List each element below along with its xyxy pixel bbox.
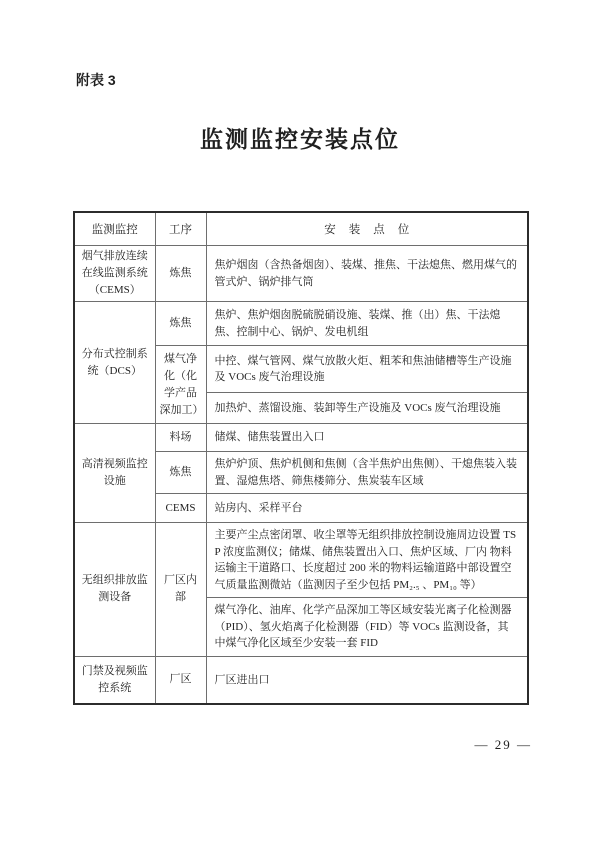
location-cell: 煤气净化、油库、化学产品深加工等区域安装光离子化检测器（PID）、氢火焰离子化检测器（FID）等 VOCs 监测设备，其中煤气净化区域至少安装一套 FID <box>206 598 528 657</box>
location-cell: 焦炉烟囱（含热备烟囱）、装煤、推焦、干法熄焦、燃用煤气的管式炉、锅炉排气筒 <box>206 246 528 302</box>
location-cell: 焦炉、焦炉烟囱脱硫脱硝设施、装煤、推（出）焦、干法熄焦、控制中心、锅炉、发电机组 <box>206 302 528 346</box>
system-cell: 无组织排放监测设备 <box>74 523 155 657</box>
col-header-location: 安装点位 <box>206 212 528 246</box>
document-title: 监测监控安装点位 <box>200 127 400 152</box>
process-cell: 炼焦 <box>155 452 206 494</box>
location-cell: 中控、煤气管网、煤气放散火炬、粗苯和焦油储槽等生产设施及 VOCs 废气治理设施 <box>206 346 528 393</box>
table-row <box>74 656 528 704</box>
location-cell: 站房内、采样平台 <box>206 494 528 523</box>
process-cell: 厂区内部 <box>155 523 206 657</box>
monitoring-points-table <box>73 211 529 705</box>
process-cell: 厂区 <box>155 656 206 704</box>
location-cell: 加热炉、蒸馏设施、装卸等生产设施及 VOCs 废气治理设施 <box>206 393 528 424</box>
system-cell: 分布式控制系统（DCS） <box>74 302 155 424</box>
col-header-process: 工序 <box>155 212 206 246</box>
process-cell: CEMS <box>155 494 206 523</box>
table-row <box>74 302 528 346</box>
table-header-row <box>74 212 528 246</box>
system-cell: 门禁及视频监控系统 <box>74 656 155 704</box>
process-cell: 炼焦 <box>155 246 206 302</box>
location-cell: 焦炉炉顶、焦炉机侧和焦侧（含半焦炉出焦侧）、干熄焦装入装置、湿熄焦塔、筛焦楼筛分、焦炭装车区域 <box>206 452 528 494</box>
system-cell: 烟气排放连续在线监测系统（CEMS） <box>74 246 155 302</box>
location-cell: 厂区进出口 <box>206 656 528 704</box>
system-cell: 高清视频监控设施 <box>74 424 155 523</box>
process-cell: 炼焦 <box>155 302 206 346</box>
page-number: — 29 — <box>474 737 532 752</box>
process-cell: 煤气净化（化学产品深加工） <box>155 346 206 424</box>
table-row <box>74 523 528 598</box>
process-cell: 料场 <box>155 424 206 452</box>
col-header-system: 监测监控 <box>74 212 155 246</box>
attachment-label: 附表 3 <box>76 72 116 88</box>
location-cell: 储煤、储焦装置出入口 <box>206 424 528 452</box>
location-cell: 主要产尘点密闭罩、收尘罩等无组织排放控制设施周边设置 TSP 浓度监测仪；储煤、储焦装置出入口、焦炉区域、厂内 物料运输主干道路口、长度超过 200 米的物料运输道路中部设置空气质量监测微站（监测因子至少包括 PM₂.₅ 、PM₁₀ 等） <box>206 523 528 598</box>
table-row <box>74 246 528 302</box>
table-row <box>74 424 528 452</box>
